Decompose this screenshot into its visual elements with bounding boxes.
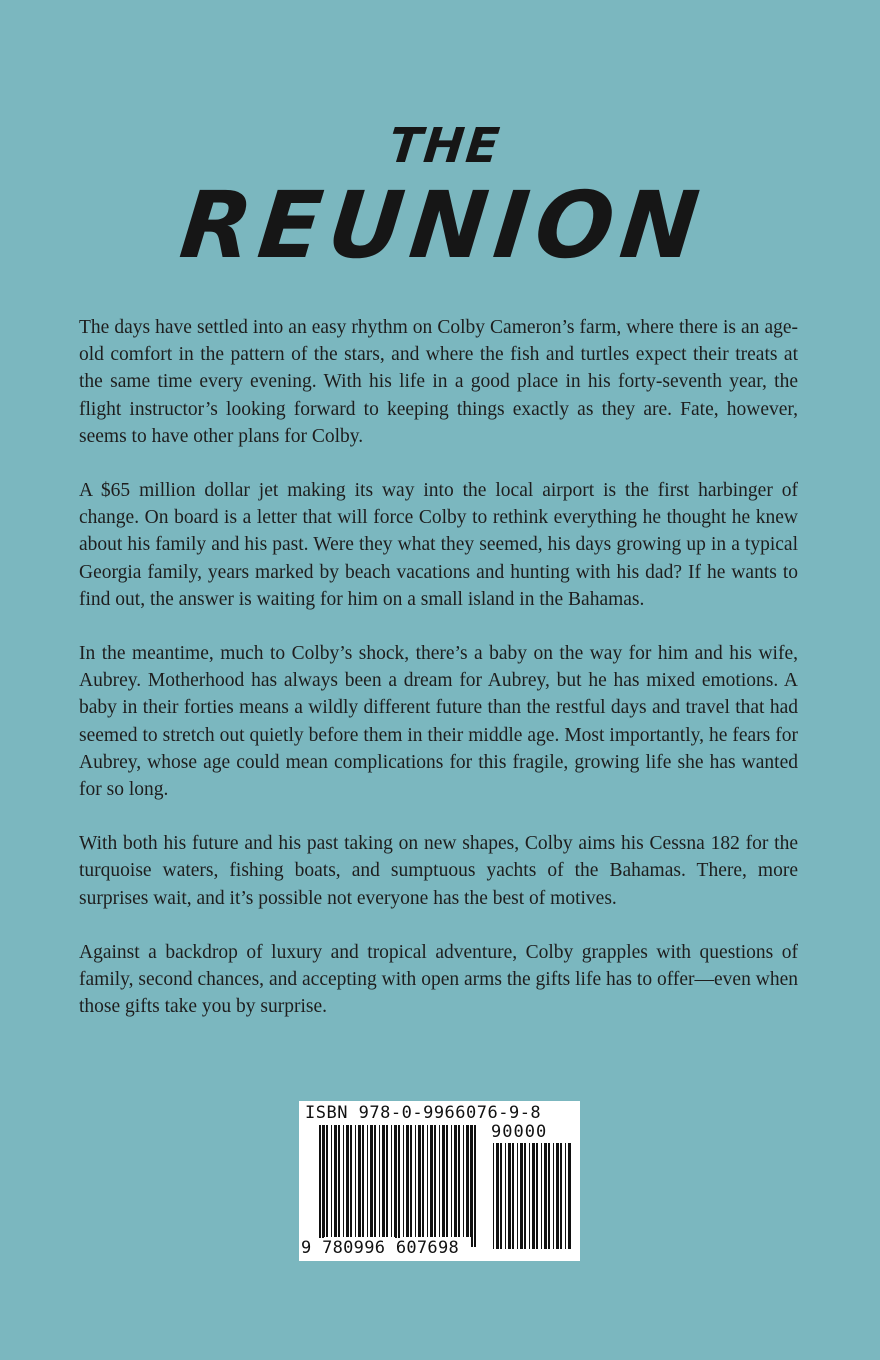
isbn-barcode bbox=[299, 1101, 580, 1261]
barcode-bar bbox=[370, 1125, 373, 1237]
barcode-bar bbox=[517, 1143, 518, 1249]
barcode-guard-bar bbox=[474, 1125, 476, 1247]
barcode-bar bbox=[446, 1125, 448, 1237]
barcode-bar bbox=[524, 1143, 526, 1249]
isbn-number: ISBN 978-0-9966076-9-8 bbox=[305, 1103, 542, 1123]
barcode-bar bbox=[343, 1125, 344, 1237]
barcode-bar bbox=[493, 1143, 494, 1249]
barcode-bar bbox=[418, 1125, 421, 1237]
barcode-bar bbox=[355, 1125, 356, 1237]
barcode-bar bbox=[374, 1125, 376, 1237]
book-title: REUNION bbox=[175, 172, 711, 279]
barcode-bar bbox=[568, 1143, 571, 1249]
barcode-bar bbox=[466, 1125, 469, 1237]
barcode-bar bbox=[560, 1143, 562, 1249]
blurb-paragraph: The days have settled into an easy rhythm on Colby Cameron’s farm, where there is an age-old comfort in the pattern of the stars, and where the fish and turtles expect their treats at the same time every evening. With his life in a good place in his forty-seventh year, the flight instructor’s looking forward to keeping things exactly as they are. Fate, however, seems to have other plans for Colby. bbox=[79, 317, 798, 447]
barcode-bar bbox=[403, 1125, 404, 1237]
barcode-bar bbox=[346, 1125, 349, 1237]
barcode-bar bbox=[367, 1125, 368, 1237]
barcode-bar bbox=[505, 1143, 506, 1249]
barcode-bar bbox=[541, 1143, 542, 1249]
blurb-paragraph: Against a backdrop of luxury and tropical adventure, Colby grapples with questions of family, second chances, and accepting with open arms the gifts life has to offer—even when those gifts take you by surprise. bbox=[79, 941, 798, 1018]
barcode-bar bbox=[556, 1143, 559, 1249]
barcode-bar bbox=[410, 1125, 412, 1237]
barcode-bar bbox=[520, 1143, 523, 1249]
barcode-bar bbox=[500, 1143, 502, 1249]
barcode-bar bbox=[544, 1143, 547, 1249]
barcode-bar bbox=[338, 1125, 340, 1237]
barcode-bar bbox=[334, 1125, 337, 1237]
blurb-paragraph: A $65 million dollar jet making its way into the local airport is the first harbinger of change. On board is a letter that will force Colby to rethink everything he thought he knew about his family and his past. Were they what they seemed, his days growing up in a typical Georgia family, years marked by beach vacations and hunting with his dad? If he wants to find out, the answer is waiting for him on a small island in the Bahamas. bbox=[79, 480, 798, 610]
barcode-guard-bar bbox=[319, 1125, 321, 1247]
book-blurb bbox=[79, 314, 798, 1047]
barcode-bar bbox=[548, 1143, 550, 1249]
blurb-paragraph: With both his future and his past taking on new shapes, Colby aims his Cessna 182 for the turquoise waters, fishing boats, and sumptuous yachts of the Bahamas. There, more surprises wait, and it’s possible not everyone has the best of motives. bbox=[79, 833, 798, 909]
barcode-bar bbox=[529, 1143, 530, 1249]
barcode-bar bbox=[451, 1125, 452, 1237]
barcode-bar bbox=[382, 1125, 385, 1237]
barcode-bar bbox=[326, 1125, 328, 1237]
barcode-bar bbox=[496, 1143, 499, 1249]
barcode-bar bbox=[458, 1125, 460, 1237]
title-prefix: THE bbox=[386, 118, 504, 174]
barcode-bar bbox=[422, 1125, 424, 1237]
price-code: 90000 bbox=[491, 1122, 548, 1142]
barcode-bar bbox=[439, 1125, 440, 1237]
barcode-bar bbox=[508, 1143, 511, 1249]
barcode-bar bbox=[386, 1125, 388, 1237]
barcode-guard-bar bbox=[322, 1125, 324, 1247]
barcode-bar bbox=[565, 1143, 566, 1249]
blurb-paragraph: In the meantime, much to Colby’s shock, there’s a baby on the way for him and his wife, Aubrey. Motherhood has always been a dream for Aubrey, but he has mixed emotions. A baby in their forties means a wildly different future than the restful days and travel that had seemed to stretch out quietly before them in their middle age. Most importantly, he fears for Aubrey, whose age could mean complications for this fragile, growing life she has wanted for so long. bbox=[79, 643, 798, 801]
barcode-guard-bar bbox=[471, 1125, 473, 1247]
barcode-bar bbox=[434, 1125, 436, 1237]
barcode-bar bbox=[331, 1125, 332, 1237]
ean-digits: 9 780996 607698 bbox=[301, 1238, 460, 1258]
barcode-bar bbox=[512, 1143, 514, 1249]
barcode-bar bbox=[406, 1125, 409, 1237]
barcode-guard-bar bbox=[395, 1125, 397, 1247]
barcode-bar bbox=[463, 1125, 464, 1237]
barcode-bar bbox=[379, 1125, 380, 1237]
barcode-bar bbox=[430, 1125, 433, 1237]
barcode-guard-bar bbox=[398, 1125, 400, 1247]
barcode-bar bbox=[442, 1125, 445, 1237]
barcode-bar bbox=[391, 1125, 392, 1237]
barcode-bar bbox=[536, 1143, 538, 1249]
barcode-bar bbox=[358, 1125, 361, 1237]
barcode-bar bbox=[427, 1125, 428, 1237]
barcode-bar bbox=[362, 1125, 364, 1237]
barcode-bar bbox=[454, 1125, 457, 1237]
barcode-bar bbox=[553, 1143, 554, 1249]
barcode-bar bbox=[532, 1143, 535, 1249]
barcode-bar bbox=[415, 1125, 416, 1237]
barcode-bar bbox=[350, 1125, 352, 1237]
